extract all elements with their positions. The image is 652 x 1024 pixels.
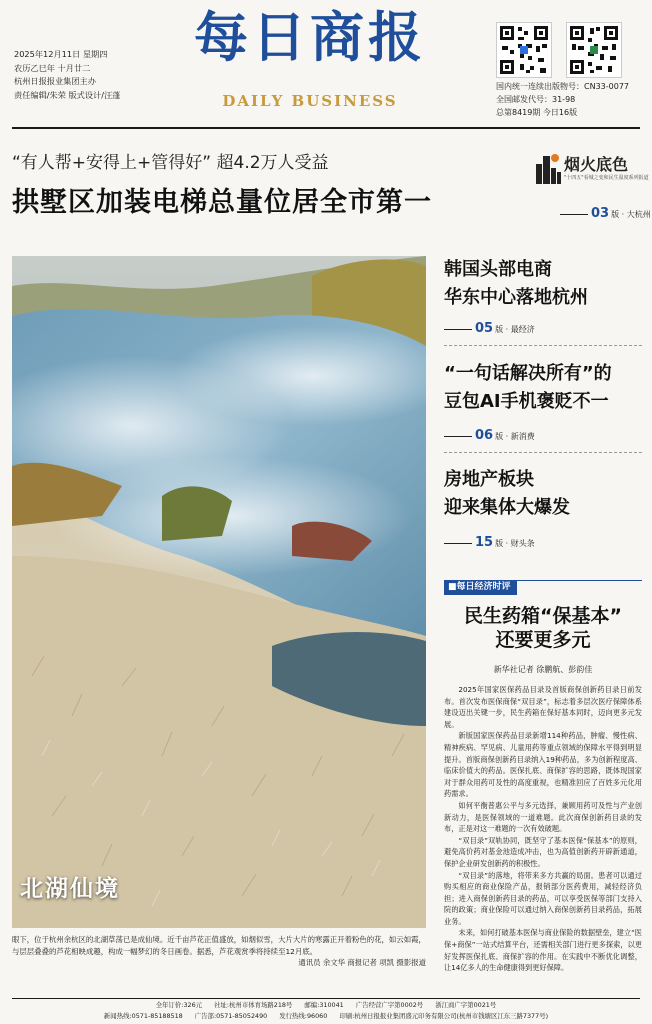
- opinion-title-line2: 还要更多元: [495, 629, 591, 651]
- column-divider: [444, 345, 642, 346]
- opinion-author: 新华社记者 徐鹏航、彭韵佳: [493, 665, 593, 674]
- page-ref-number: 06: [475, 428, 494, 443]
- footer-row: [12, 1011, 640, 1022]
- footer-divider: [12, 998, 640, 999]
- opinion-paragraph: 未来，如何打破基本医保与商业保险的数据壁垒，建立“医保+商保”一站式结算平台，还需相关部门进行更多探索，以更好发挥医保扎底、商保扩容的作用。在实践中不断优化调整，让14亿多人的生命健康得到更好保障。: [444, 928, 642, 973]
- masthead-registration: [496, 80, 648, 119]
- page-ref-dash: [444, 329, 472, 330]
- page-ref-number: 05: [475, 321, 494, 336]
- opinion-paragraph: “双目录”双轨协同，既坚守了基本医保“保基本”的原则，避免高价药对基金池造成冲击，也为高值创新药开辟新通道，保护企业研发创新药的积极性。: [444, 835, 642, 868]
- page-ref-number: 03: [591, 206, 610, 221]
- footer-zipcode: 邮编:310041: [304, 1001, 344, 1009]
- footer-row: [12, 1000, 640, 1011]
- side-story-headline[interactable]: [444, 466, 570, 522]
- side-story-page-ref[interactable]: [444, 321, 535, 336]
- lead-kicker[interactable]: “有人帮+安得上+管得好” 超4.2万人受益: [12, 153, 329, 173]
- page-ref-label: 版 · 最经济: [495, 325, 535, 334]
- postal-code: 全国邮发代号：31-98: [496, 95, 576, 104]
- column-divider: [444, 452, 642, 453]
- masthead-meta: [14, 48, 164, 102]
- masthead-divider: [12, 127, 640, 129]
- page-ref-dash: [444, 436, 472, 437]
- photo-credit: 通讯员 余文华 商报记者 项凯 摄影报道: [298, 958, 426, 967]
- side-story-line2: 迎来集体大爆发: [444, 497, 570, 518]
- side-story-headline[interactable]: [444, 360, 612, 416]
- photo-title: 北湖仙境: [20, 876, 120, 902]
- opinion-paragraph: “双目录”的落地，将带来多方共赢的局面。患者可以通过购买相应的商业保险产品，报销部分医药费用，减轻经济负担；进入商保创新药目录的药品，可以享受医保等部门支持入院的政策；商业保险可以通过纳入商保创新药目录药品，拓展业务。: [444, 870, 642, 926]
- page-ref-dash: [444, 543, 472, 544]
- opinion-paragraph: 如何平衡普惠公平与多元选择，兼顾用药可及性与产业创新动力，是医保领域的一道难题。此次商保创新药目录的发布，正是对这一难题的一次有效破题。: [444, 800, 642, 834]
- newspaper-logo: 每日商报: [194, 5, 426, 69]
- side-story-page-ref[interactable]: [444, 428, 535, 443]
- page-ref-number: 15: [475, 535, 494, 550]
- footer-address: 社址:杭州市体育场路218号: [214, 1001, 293, 1009]
- opinion-section-tag: [444, 580, 642, 595]
- issue-date: 2025年12月11日 星期四: [14, 49, 108, 59]
- side-story-line1: 房地产板块: [444, 469, 534, 490]
- footer-delivery-hotline: 发行热线:96060: [279, 1012, 328, 1020]
- side-story-line2: 豆包AI手机褒贬不一: [444, 391, 609, 412]
- lead-headline[interactable]: 拱墅区加装电梯总量位居全市第一: [12, 187, 432, 218]
- editors: 责任编辑/朱荣 版式设计/汪蓬: [14, 89, 121, 100]
- footer: [12, 1000, 640, 1022]
- footer-ad-phone: 广告部:0571-85052490: [194, 1012, 268, 1020]
- issue-number: 总第8419期 今日16版: [496, 108, 578, 117]
- qr-code-icon: [566, 22, 622, 78]
- footer-ad-license: 广告经营广字第0002号: [355, 1001, 424, 1009]
- side-story-headline[interactable]: [444, 256, 588, 312]
- publisher: 杭州日报报业集团主办: [14, 76, 96, 86]
- photo-caption-text: 眼下，位于杭州余杭区的北湖草荡已是成仙境。近千亩芦花正值盛放，如烟似雪，大片大片的寒露正开着粉色的花，如云如霞，与层层叠叠的芦花相映成趣，构成一幅梦幻的冬日画卷。据悉，芦花观赏季将持续至12月底。: [12, 935, 426, 956]
- issn-number: 国内统一连续出版物号：CN33-0077: [496, 82, 629, 91]
- side-story-page-ref[interactable]: [444, 535, 535, 550]
- footer-ad-license-2: 浙江商广字第0021号: [435, 1001, 497, 1009]
- lunar-date: 农历乙巳年 十月廿二: [14, 62, 91, 73]
- footer-price: 全年订价:326元: [155, 1001, 203, 1009]
- opinion-body: [444, 684, 642, 974]
- series-brand-name: 烟火底色: [564, 155, 629, 174]
- side-story-line1: 韩国头部电商: [444, 259, 552, 280]
- opinion-paragraph: 2025年国家医保药品目录及首版商保创新药目录日前发布。首次发布医保商保“双目录”，标志着多层次医疗保障体系建设迈出关键一步，民生药箱在保好基本同时，迈向更多元发展。: [444, 685, 642, 729]
- page-ref-label: 版 · 财头条: [495, 539, 535, 548]
- opinion-title[interactable]: [444, 604, 642, 652]
- series-brand-tagline: "十四五"看城之变和民生温度系列报道: [564, 175, 649, 181]
- newspaper-logo-english: DAILY BUSINESS: [222, 92, 398, 110]
- side-story-line1: “一句话解决所有”的: [444, 363, 612, 384]
- qr-code-icon: [496, 22, 552, 78]
- opinion-paragraph: 新版国家医保药品目录新增114种药品，肿瘤、慢性病、精神疾病、罕见病、儿童用药等重点领域的保障水平得到明显提升。首版商保创新药目录纳入19种药品，多为创新程度高、临床价值大的药品。医保扎底、商保扩容的思路，既体现国家对于群众用药可及性的高度重视，也精准回应了百姓多元化用药需求。: [444, 731, 642, 799]
- page-ref-dash: [560, 214, 588, 215]
- opinion-section-label: ■每日经济时评: [444, 580, 517, 595]
- page-ref-label: 版 · 大杭州: [611, 210, 651, 219]
- lead-page-ref[interactable]: [560, 206, 651, 221]
- opinion-title-line1: 民生药箱“保基本”: [464, 605, 622, 627]
- series-brand: [534, 150, 649, 190]
- side-story-line2: 华东中心落地杭州: [444, 287, 588, 308]
- page-ref-label: 版 · 新消费: [495, 432, 535, 441]
- city-skyline-icon: [534, 150, 562, 184]
- footer-printer: 印刷:杭州日报报业集团盛元印务有限公司(杭州市钱塘区江东三路7377号): [339, 1012, 549, 1020]
- lead-photo: [12, 256, 426, 928]
- photo-caption: [12, 934, 426, 969]
- footer-news-hotline: 新闻热线:0571-85188518: [103, 1012, 183, 1020]
